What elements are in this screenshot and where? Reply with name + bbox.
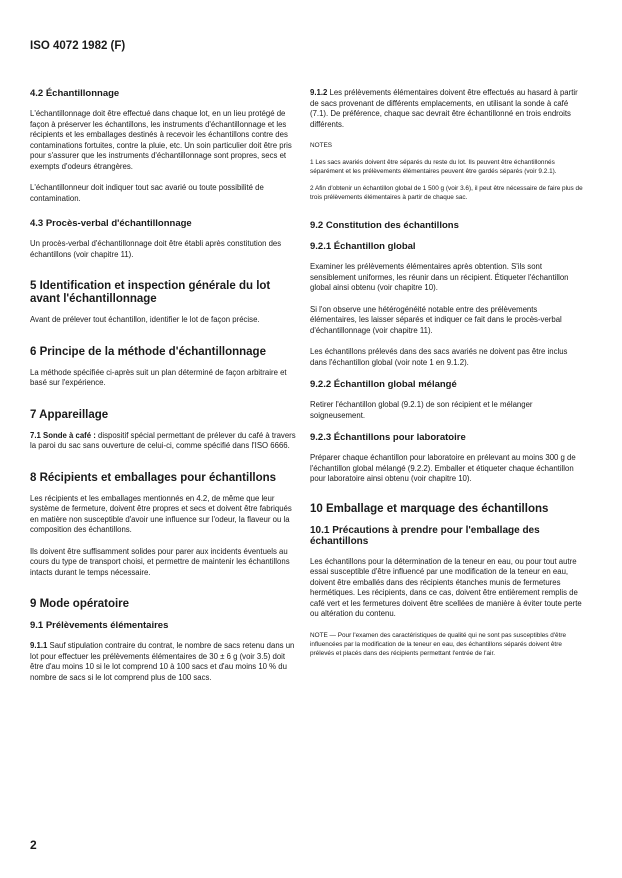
heading-7: 7 Appareillage [30, 408, 109, 421]
paragraph-9-2-1-2: Si l'on observe une hétérogénéité notable entre des prélèvements élémentaires, les laisser séparés et indiquer ce fait dans le procès-verbal d'échantillonnage (voir chapitre 11). [310, 304, 562, 335]
paragraph-9-2-2: Retirer l'échantillon global (9.2.1) de son récipient et le mélanger soigneusement. [310, 400, 533, 420]
left-column [30, 88, 298, 694]
clause-7-1-text: dispositif spécial permettant de prélever du café à travers la paroi du sac sans ouverture de celui-ci, comme spécifié dans l'ISO 6666. [30, 430, 296, 450]
heading-5: 5 Identification et inspection générale du lot avant l'échantillonnage [30, 280, 271, 305]
heading-8: 8 Récipients et emballages pour échantillons [30, 471, 277, 484]
heading-9-2: 9.2 Constitution des échantillons [310, 220, 459, 231]
paragraph-6: La méthode spécifiée ci-après suit un plan déterminé de façon arbitraire et basé sur l'expérience. [30, 367, 287, 387]
page-number: 2 [30, 838, 37, 852]
heading-9-2-3: 9.2.3 Échantillons pour laboratoire [310, 432, 466, 443]
paragraph-4-2-1: L'échantillonnage doit être effectué dans chaque lot, en un lieu protégé de façon à préserver les échantillons, les instruments d'échantillonnage et les récipients et les emballages destinés à recevoir les échantillons contre des contaminations fortuites, contre la pluie, etc. Un soin particulier doit être pris pour s'assurer que les instruments d'échantillonnage sont propres, secs et exempts d'odeurs étrangères. [30, 109, 292, 171]
heading-9-1: 9.1 Prélèvements élémentaires [30, 620, 169, 631]
paragraph-4-2-2: L'échantillonneur doit indiquer tout sac avarié ou toute possibilité de contamination. [30, 183, 264, 203]
paragraph-9-2-1-1: Examiner les prélèvements élémentaires après obtention. S'ils sont sensiblement uniformes, les réunir dans un récipient. Étiqueter l'échantillon global ainsi obtenu (voir chapitre 10). [310, 262, 569, 292]
heading-4-3: 4.3 Procès-verbal d'échantillonnage [30, 218, 192, 229]
paragraph-7-1 [30, 431, 298, 452]
paragraph-9-2-3: Préparer chaque échantillon pour laboratoire en prélevant au moins 300 g de l'échantillon global mélangé (9.2.2). Emballer et étiqueter chaque échantillon pour laboratoire ainsi obtenu (voir chapitre 10). [310, 453, 576, 483]
paragraph-8-2: Ils doivent être suffisamment solides pour parer aux incidents éventuels au cours du type de transport choisi, et permettre de maintenir les échantillons intacts durant le temps nécessaire. [30, 546, 290, 577]
clause-9-1-2-text: Les prélèvements élémentaires doivent être effectués au hasard à partir de sacs provenant de différents emplacements, en utilisant la sonde à café (7.1). De préférence, chaque sac devrait être échantillonné en trois endroits différents. [310, 88, 578, 129]
clause-9-1-2-label: 9.1.2 [310, 88, 328, 97]
paragraph-9-2-1-3: Les échantillons prélevés dans des sacs avariés ne doivent pas être inclus dans l'échantillon global (voir note 1 en 9.1.2). [310, 347, 568, 367]
heading-4-2: 4.2 Échantillonnage [30, 88, 120, 99]
paragraph-10-1: Les échantillons pour la détermination de la teneur en eau, ou pour tout autre essai susceptible d'être influencé par une modification de la teneur en eau, doivent être emballés dans des récipients étanches munis de fermetures hermétiques. Les récipients, dans ce cas, doivent être entièrement remplis de café vert et les fermetures doivent être scellées de manière à éviter toute perte ou altération du contenu. [310, 556, 582, 618]
heading-9-2-2: 9.2.2 Échantillon global mélangé [310, 379, 457, 390]
clause-9-1-1-label: 9.1.1 [30, 641, 48, 650]
heading-10-1: 10.1 Précautions à prendre pour l'emballage des échantillons [310, 524, 540, 547]
paragraph-9-1-2 [310, 88, 585, 130]
note-2: 2 Afin d'obtenir un échantillon global de 1 500 g (voir 3.6), il peut être nécessaire de faire plus de trois prélèvements élémentaires à partir de chaque sac. [310, 185, 583, 201]
clause-9-1-1-text: Sauf stipulation contraire du contrat, le nombre de sacs retenu dans un lot pour effectuer les prélèvements élémentaires de 30 ± 6 g (voir 3.5) doit être d'au moins 10 si le lot comprend 10 à 100 sacs et d'au moins 10 % du nombre de sacs si le lot comprend plus de 100 sacs. [30, 641, 295, 682]
notes-label: NOTES [310, 142, 333, 149]
paragraph-4-3: Un procès-verbal d'échantillonnage doit être établi après constitution des échantillons (voir chapitre 11). [30, 239, 282, 259]
heading-10: 10 Emballage et marquage des échantillons [310, 502, 549, 515]
heading-6: 6 Principe de la méthode d'échantillonnage [30, 345, 266, 358]
heading-9-2-1: 9.2.1 Échantillon global [310, 241, 416, 252]
paragraph-9-1-1 [30, 641, 298, 683]
note-1: 1 Les sacs avariés doivent être séparés du reste du lot. Ils peuvent être échantillonnés séparément et les prélèvements élémentaires peuvent être gardés séparés (voir 9.2.1). [310, 159, 557, 175]
document-header: ISO 4072 1982 (F) [30, 40, 126, 52]
note-10-1: NOTE — Pour l'examen des caractéristiques de qualité qui ne sont pas susceptibles d'être influencées par la modification de la teneur en eau, des échantillons séparés doivent être prélevés et placés dans des récipients permettant l'entrée de l'air. [310, 631, 567, 657]
right-column [310, 88, 585, 666]
paragraph-8-1: Les récipients et les emballages mentionnés en 4.2, de même que leur système de fermeture, doivent être propres et secs et doivent être fabriqués en matière non susceptible d'avoir une influence sur l'odeur, la flaveur ou la composition des échantillons. [30, 493, 292, 534]
heading-9: 9 Mode opératoire [30, 598, 130, 610]
paragraph-5: Avant de prélever tout échantillon, identifier le lot de façon précise. [30, 315, 260, 324]
clause-7-1-label: 7.1 Sonde à café : [30, 430, 96, 440]
